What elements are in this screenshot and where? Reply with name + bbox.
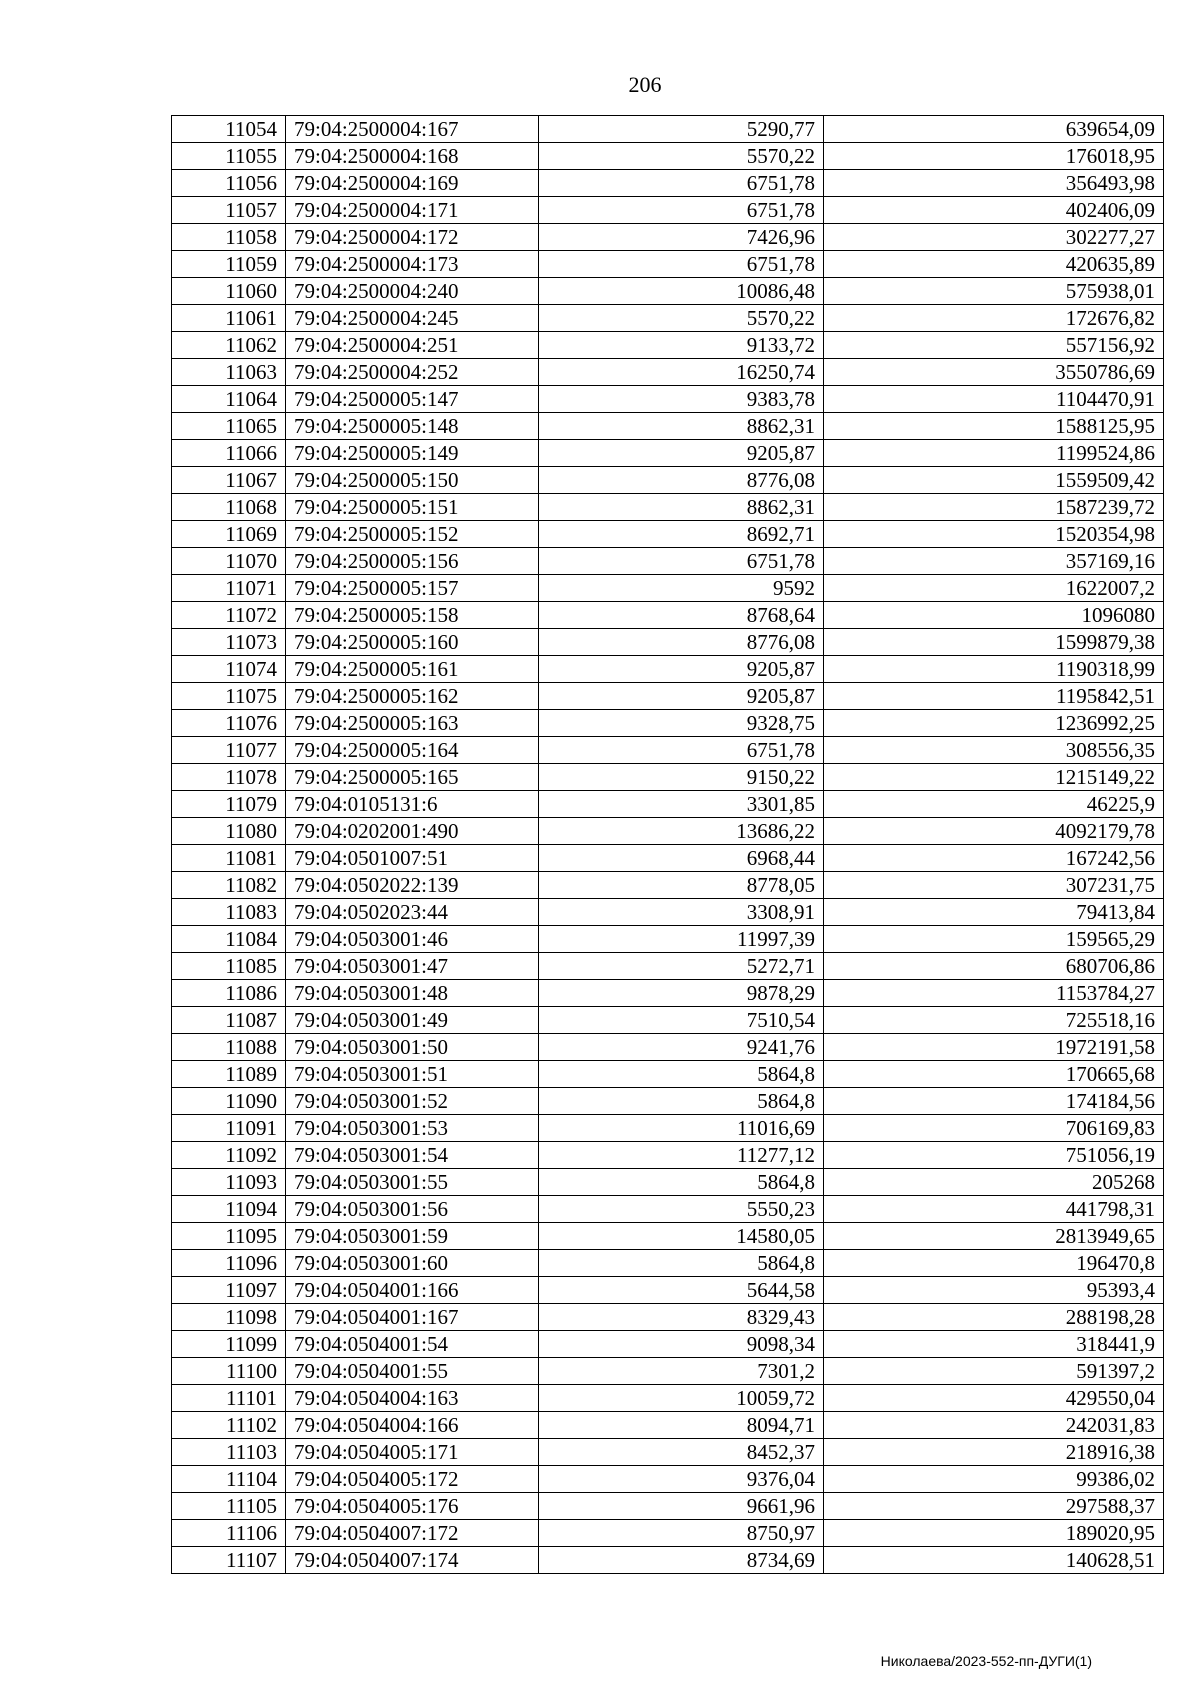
area-cell: 9241,76 xyxy=(539,1034,824,1061)
value-cell: 4092179,78 xyxy=(824,818,1164,845)
table-row xyxy=(172,1007,1164,1034)
area-cell: 8750,97 xyxy=(539,1520,824,1547)
area-cell: 6751,78 xyxy=(539,197,824,224)
value-cell: 1199524,86 xyxy=(824,440,1164,467)
value-cell: 441798,31 xyxy=(824,1196,1164,1223)
value-cell: 46225,9 xyxy=(824,791,1164,818)
area-cell: 11016,69 xyxy=(539,1115,824,1142)
area-cell: 9328,75 xyxy=(539,710,824,737)
cadastral-number-cell: 79:04:2500005:157 xyxy=(286,575,539,602)
area-cell: 8768,64 xyxy=(539,602,824,629)
cadastral-number-cell: 79:04:0503001:59 xyxy=(286,1223,539,1250)
cadastral-number-cell: 79:04:0504001:166 xyxy=(286,1277,539,1304)
row-number-cell: 11090 xyxy=(172,1088,286,1115)
area-cell: 9098,34 xyxy=(539,1331,824,1358)
value-cell: 242031,83 xyxy=(824,1412,1164,1439)
row-number-cell: 11107 xyxy=(172,1547,286,1574)
cadastral-number-cell: 79:04:2500005:152 xyxy=(286,521,539,548)
cadastral-number-cell: 79:04:2500005:151 xyxy=(286,494,539,521)
row-number-cell: 11106 xyxy=(172,1520,286,1547)
cadastral-number-cell: 79:04:2500005:162 xyxy=(286,683,539,710)
cadastral-number-cell: 79:04:0504001:167 xyxy=(286,1304,539,1331)
area-cell: 5290,77 xyxy=(539,116,824,143)
page-number: 206 xyxy=(628,72,662,97)
area-cell: 5864,8 xyxy=(539,1169,824,1196)
area-cell: 7510,54 xyxy=(539,1007,824,1034)
row-number-cell: 11060 xyxy=(172,278,286,305)
row-number-cell: 11070 xyxy=(172,548,286,575)
value-cell: 1559509,42 xyxy=(824,467,1164,494)
value-cell: 1153784,27 xyxy=(824,980,1164,1007)
area-cell: 5644,58 xyxy=(539,1277,824,1304)
row-number-cell: 11094 xyxy=(172,1196,286,1223)
row-number-cell: 11062 xyxy=(172,332,286,359)
row-number-cell: 11102 xyxy=(172,1412,286,1439)
cadastral-number-cell: 79:04:2500004:168 xyxy=(286,143,539,170)
value-cell: 99386,02 xyxy=(824,1466,1164,1493)
table-row xyxy=(172,278,1164,305)
row-number-cell: 11077 xyxy=(172,737,286,764)
cadastral-number-cell: 79:04:0504001:55 xyxy=(286,1358,539,1385)
cadastral-number-cell: 79:04:2500004:173 xyxy=(286,251,539,278)
table-row xyxy=(172,116,1164,143)
table-row xyxy=(172,548,1164,575)
row-number-cell: 11072 xyxy=(172,602,286,629)
cadastral-number-cell: 79:04:2500004:169 xyxy=(286,170,539,197)
table-row xyxy=(172,1466,1164,1493)
table-row xyxy=(172,899,1164,926)
value-cell: 357169,16 xyxy=(824,548,1164,575)
row-number-cell: 11064 xyxy=(172,386,286,413)
area-cell: 10059,72 xyxy=(539,1385,824,1412)
value-cell: 297588,37 xyxy=(824,1493,1164,1520)
table-row xyxy=(172,1331,1164,1358)
area-cell: 6751,78 xyxy=(539,737,824,764)
cadastral-number-cell: 79:04:2500005:165 xyxy=(286,764,539,791)
table-row xyxy=(172,251,1164,278)
cadastral-number-cell: 79:04:2500005:161 xyxy=(286,656,539,683)
value-cell: 176018,95 xyxy=(824,143,1164,170)
value-cell: 706169,83 xyxy=(824,1115,1164,1142)
row-number-cell: 11098 xyxy=(172,1304,286,1331)
table-row xyxy=(172,413,1164,440)
cadastral-number-cell: 79:04:0202001:490 xyxy=(286,818,539,845)
area-cell: 8776,08 xyxy=(539,629,824,656)
cadastral-number-cell: 79:04:0503001:48 xyxy=(286,980,539,1007)
area-cell: 16250,74 xyxy=(539,359,824,386)
value-cell: 1587239,72 xyxy=(824,494,1164,521)
area-cell: 8776,08 xyxy=(539,467,824,494)
area-cell: 5570,22 xyxy=(539,305,824,332)
cadastral-number-cell: 79:04:0504005:172 xyxy=(286,1466,539,1493)
table-row xyxy=(172,926,1164,953)
area-cell: 11277,12 xyxy=(539,1142,824,1169)
table-row xyxy=(172,1277,1164,1304)
row-number-cell: 11086 xyxy=(172,980,286,1007)
table-row xyxy=(172,1034,1164,1061)
area-cell: 9205,87 xyxy=(539,440,824,467)
area-cell: 8094,71 xyxy=(539,1412,824,1439)
table-row xyxy=(172,683,1164,710)
cadastral-number-cell: 79:04:0503001:49 xyxy=(286,1007,539,1034)
row-number-cell: 11084 xyxy=(172,926,286,953)
value-cell: 172676,82 xyxy=(824,305,1164,332)
table-row xyxy=(172,1304,1164,1331)
table-row xyxy=(172,629,1164,656)
table-row xyxy=(172,953,1164,980)
row-number-cell: 11105 xyxy=(172,1493,286,1520)
area-cell: 8734,69 xyxy=(539,1547,824,1574)
table-row xyxy=(172,440,1164,467)
table-row xyxy=(172,1385,1164,1412)
area-cell: 5864,8 xyxy=(539,1250,824,1277)
table-row xyxy=(172,818,1164,845)
row-number-cell: 11088 xyxy=(172,1034,286,1061)
row-number-cell: 11057 xyxy=(172,197,286,224)
row-number-cell: 11063 xyxy=(172,359,286,386)
row-number-cell: 11054 xyxy=(172,116,286,143)
table-row xyxy=(172,980,1164,1007)
value-cell: 288198,28 xyxy=(824,1304,1164,1331)
cadastral-number-cell: 79:04:0504007:172 xyxy=(286,1520,539,1547)
footer-reference: Николаева/2023-552-пп-ДУГИ(1) xyxy=(880,1653,1092,1669)
row-number-cell: 11061 xyxy=(172,305,286,332)
value-cell: 79413,84 xyxy=(824,899,1164,926)
area-cell: 6968,44 xyxy=(539,845,824,872)
value-cell: 1520354,98 xyxy=(824,521,1164,548)
cadastral-number-cell: 79:04:0504004:163 xyxy=(286,1385,539,1412)
value-cell: 205268 xyxy=(824,1169,1164,1196)
table-row xyxy=(172,1493,1164,1520)
cadastral-number-cell: 79:04:2500005:156 xyxy=(286,548,539,575)
cadastral-number-cell: 79:04:0503001:52 xyxy=(286,1088,539,1115)
table-row xyxy=(172,1088,1164,1115)
value-cell: 174184,56 xyxy=(824,1088,1164,1115)
area-cell: 9205,87 xyxy=(539,656,824,683)
cadastral-number-cell: 79:04:0502022:139 xyxy=(286,872,539,899)
area-cell: 9592 xyxy=(539,575,824,602)
area-cell: 8862,31 xyxy=(539,494,824,521)
cadastral-number-cell: 79:04:0503001:54 xyxy=(286,1142,539,1169)
row-number-cell: 11082 xyxy=(172,872,286,899)
value-cell: 1622007,2 xyxy=(824,575,1164,602)
value-cell: 308556,35 xyxy=(824,737,1164,764)
cadastral-number-cell: 79:04:0503001:55 xyxy=(286,1169,539,1196)
data-table xyxy=(171,115,1164,1574)
cadastral-number-cell: 79:04:0503001:60 xyxy=(286,1250,539,1277)
value-cell: 140628,51 xyxy=(824,1547,1164,1574)
cadastral-number-cell: 79:04:2500004:167 xyxy=(286,116,539,143)
value-cell: 1096080 xyxy=(824,602,1164,629)
table-row xyxy=(172,386,1164,413)
row-number-cell: 11068 xyxy=(172,494,286,521)
value-cell: 591397,2 xyxy=(824,1358,1164,1385)
area-cell: 3301,85 xyxy=(539,791,824,818)
cadastral-number-cell: 79:04:2500005:148 xyxy=(286,413,539,440)
cadastral-number-cell: 79:04:0502023:44 xyxy=(286,899,539,926)
value-cell: 420635,89 xyxy=(824,251,1164,278)
cadastral-number-cell: 79:04:2500004:252 xyxy=(286,359,539,386)
area-cell: 9150,22 xyxy=(539,764,824,791)
area-cell: 13686,22 xyxy=(539,818,824,845)
value-cell: 1190318,99 xyxy=(824,656,1164,683)
area-cell: 7301,2 xyxy=(539,1358,824,1385)
table-row xyxy=(172,1520,1164,1547)
table-row xyxy=(172,737,1164,764)
value-cell: 2813949,65 xyxy=(824,1223,1164,1250)
area-cell: 10086,48 xyxy=(539,278,824,305)
table-row xyxy=(172,197,1164,224)
table-row xyxy=(172,1412,1164,1439)
cadastral-number-cell: 79:04:2500005:149 xyxy=(286,440,539,467)
value-cell: 1972191,58 xyxy=(824,1034,1164,1061)
value-cell: 196470,8 xyxy=(824,1250,1164,1277)
value-cell: 575938,01 xyxy=(824,278,1164,305)
table-row xyxy=(172,764,1164,791)
row-number-cell: 11103 xyxy=(172,1439,286,1466)
area-cell: 9205,87 xyxy=(539,683,824,710)
table-row xyxy=(172,1250,1164,1277)
cadastral-number-cell: 79:04:2500005:150 xyxy=(286,467,539,494)
value-cell: 318441,9 xyxy=(824,1331,1164,1358)
table-row xyxy=(172,332,1164,359)
row-number-cell: 11104 xyxy=(172,1466,286,1493)
table-row xyxy=(172,143,1164,170)
cadastral-number-cell: 79:04:0503001:47 xyxy=(286,953,539,980)
area-cell: 5864,8 xyxy=(539,1061,824,1088)
row-number-cell: 11076 xyxy=(172,710,286,737)
value-cell: 639654,09 xyxy=(824,116,1164,143)
area-cell: 9661,96 xyxy=(539,1493,824,1520)
table-row xyxy=(172,1358,1164,1385)
cadastral-number-cell: 79:04:2500004:245 xyxy=(286,305,539,332)
area-cell: 5550,23 xyxy=(539,1196,824,1223)
row-number-cell: 11096 xyxy=(172,1250,286,1277)
table-row xyxy=(172,602,1164,629)
row-number-cell: 11085 xyxy=(172,953,286,980)
area-cell: 14580,05 xyxy=(539,1223,824,1250)
cadastral-number-cell: 79:04:0501007:51 xyxy=(286,845,539,872)
table-row xyxy=(172,1115,1164,1142)
table-row xyxy=(172,656,1164,683)
value-cell: 1599879,38 xyxy=(824,629,1164,656)
area-cell: 5864,8 xyxy=(539,1088,824,1115)
value-cell: 167242,56 xyxy=(824,845,1164,872)
table-row xyxy=(172,710,1164,737)
cadastral-number-cell: 79:04:2500004:171 xyxy=(286,197,539,224)
area-cell: 6751,78 xyxy=(539,548,824,575)
value-cell: 3550786,69 xyxy=(824,359,1164,386)
value-cell: 356493,98 xyxy=(824,170,1164,197)
table-row xyxy=(172,521,1164,548)
area-cell: 6751,78 xyxy=(539,251,824,278)
table-row xyxy=(172,305,1164,332)
value-cell: 1215149,22 xyxy=(824,764,1164,791)
area-cell: 3308,91 xyxy=(539,899,824,926)
row-number-cell: 11081 xyxy=(172,845,286,872)
row-number-cell: 11058 xyxy=(172,224,286,251)
row-number-cell: 11059 xyxy=(172,251,286,278)
cadastral-number-cell: 79:04:0504004:166 xyxy=(286,1412,539,1439)
table-row xyxy=(172,224,1164,251)
value-cell: 95393,4 xyxy=(824,1277,1164,1304)
cadastral-number-cell: 79:04:0504007:174 xyxy=(286,1547,539,1574)
value-cell: 170665,68 xyxy=(824,1061,1164,1088)
value-cell: 557156,92 xyxy=(824,332,1164,359)
area-cell: 5272,71 xyxy=(539,953,824,980)
row-number-cell: 11089 xyxy=(172,1061,286,1088)
table-row xyxy=(172,1061,1164,1088)
area-cell: 8862,31 xyxy=(539,413,824,440)
row-number-cell: 11065 xyxy=(172,413,286,440)
table-row xyxy=(172,845,1164,872)
table-row xyxy=(172,1142,1164,1169)
cadastral-number-cell: 79:04:2500004:251 xyxy=(286,332,539,359)
area-cell: 5570,22 xyxy=(539,143,824,170)
value-cell: 1588125,95 xyxy=(824,413,1164,440)
table-row xyxy=(172,1439,1164,1466)
row-number-cell: 11071 xyxy=(172,575,286,602)
cadastral-number-cell: 79:04:0503001:50 xyxy=(286,1034,539,1061)
row-number-cell: 11069 xyxy=(172,521,286,548)
value-cell: 1104470,91 xyxy=(824,386,1164,413)
cadastral-number-cell: 79:04:0504005:171 xyxy=(286,1439,539,1466)
cadastral-number-cell: 79:04:2500004:240 xyxy=(286,278,539,305)
value-cell: 725518,16 xyxy=(824,1007,1164,1034)
cadastral-number-cell: 79:04:0503001:51 xyxy=(286,1061,539,1088)
cadastral-number-cell: 79:04:0504005:176 xyxy=(286,1493,539,1520)
cadastral-number-cell: 79:04:2500005:160 xyxy=(286,629,539,656)
table-row xyxy=(172,494,1164,521)
row-number-cell: 11097 xyxy=(172,1277,286,1304)
value-cell: 751056,19 xyxy=(824,1142,1164,1169)
cadastral-number-cell: 79:04:0105131:6 xyxy=(286,791,539,818)
cadastral-number-cell: 79:04:2500005:158 xyxy=(286,602,539,629)
cadastral-number-cell: 79:04:0503001:46 xyxy=(286,926,539,953)
area-cell: 9376,04 xyxy=(539,1466,824,1493)
table-row xyxy=(172,1169,1164,1196)
value-cell: 1236992,25 xyxy=(824,710,1164,737)
area-cell: 9878,29 xyxy=(539,980,824,1007)
cadastral-number-cell: 79:04:2500004:172 xyxy=(286,224,539,251)
table-row xyxy=(172,467,1164,494)
area-cell: 8452,37 xyxy=(539,1439,824,1466)
row-number-cell: 11075 xyxy=(172,683,286,710)
table-row xyxy=(172,872,1164,899)
cadastral-number-cell: 79:04:0503001:56 xyxy=(286,1196,539,1223)
cadastral-number-cell: 79:04:0504001:54 xyxy=(286,1331,539,1358)
value-cell: 218916,38 xyxy=(824,1439,1164,1466)
area-cell: 11997,39 xyxy=(539,926,824,953)
area-cell: 8329,43 xyxy=(539,1304,824,1331)
value-cell: 402406,09 xyxy=(824,197,1164,224)
value-cell: 189020,95 xyxy=(824,1520,1164,1547)
row-number-cell: 11099 xyxy=(172,1331,286,1358)
value-cell: 1195842,51 xyxy=(824,683,1164,710)
cadastral-number-cell: 79:04:2500005:164 xyxy=(286,737,539,764)
row-number-cell: 11092 xyxy=(172,1142,286,1169)
area-cell: 7426,96 xyxy=(539,224,824,251)
value-cell: 429550,04 xyxy=(824,1385,1164,1412)
table-row xyxy=(172,1196,1164,1223)
row-number-cell: 11100 xyxy=(172,1358,286,1385)
row-number-cell: 11066 xyxy=(172,440,286,467)
row-number-cell: 11073 xyxy=(172,629,286,656)
table-row xyxy=(172,359,1164,386)
area-cell: 8692,71 xyxy=(539,521,824,548)
area-cell: 9133,72 xyxy=(539,332,824,359)
value-cell: 159565,29 xyxy=(824,926,1164,953)
value-cell: 307231,75 xyxy=(824,872,1164,899)
table-body xyxy=(172,116,1164,1574)
row-number-cell: 11093 xyxy=(172,1169,286,1196)
row-number-cell: 11091 xyxy=(172,1115,286,1142)
value-cell: 680706,86 xyxy=(824,953,1164,980)
area-cell: 8778,05 xyxy=(539,872,824,899)
row-number-cell: 11087 xyxy=(172,1007,286,1034)
row-number-cell: 11079 xyxy=(172,791,286,818)
row-number-cell: 11080 xyxy=(172,818,286,845)
cadastral-number-cell: 79:04:2500005:147 xyxy=(286,386,539,413)
row-number-cell: 11078 xyxy=(172,764,286,791)
table-row xyxy=(172,1547,1164,1574)
row-number-cell: 11074 xyxy=(172,656,286,683)
row-number-cell: 11095 xyxy=(172,1223,286,1250)
row-number-cell: 11056 xyxy=(172,170,286,197)
cadastral-number-cell: 79:04:0503001:53 xyxy=(286,1115,539,1142)
area-cell: 9383,78 xyxy=(539,386,824,413)
row-number-cell: 11101 xyxy=(172,1385,286,1412)
value-cell: 302277,27 xyxy=(824,224,1164,251)
area-cell: 6751,78 xyxy=(539,170,824,197)
cadastral-number-cell: 79:04:2500005:163 xyxy=(286,710,539,737)
table-row xyxy=(172,791,1164,818)
row-number-cell: 11067 xyxy=(172,467,286,494)
table-row xyxy=(172,170,1164,197)
row-number-cell: 11083 xyxy=(172,899,286,926)
table-row xyxy=(172,575,1164,602)
row-number-cell: 11055 xyxy=(172,143,286,170)
table-row xyxy=(172,1223,1164,1250)
